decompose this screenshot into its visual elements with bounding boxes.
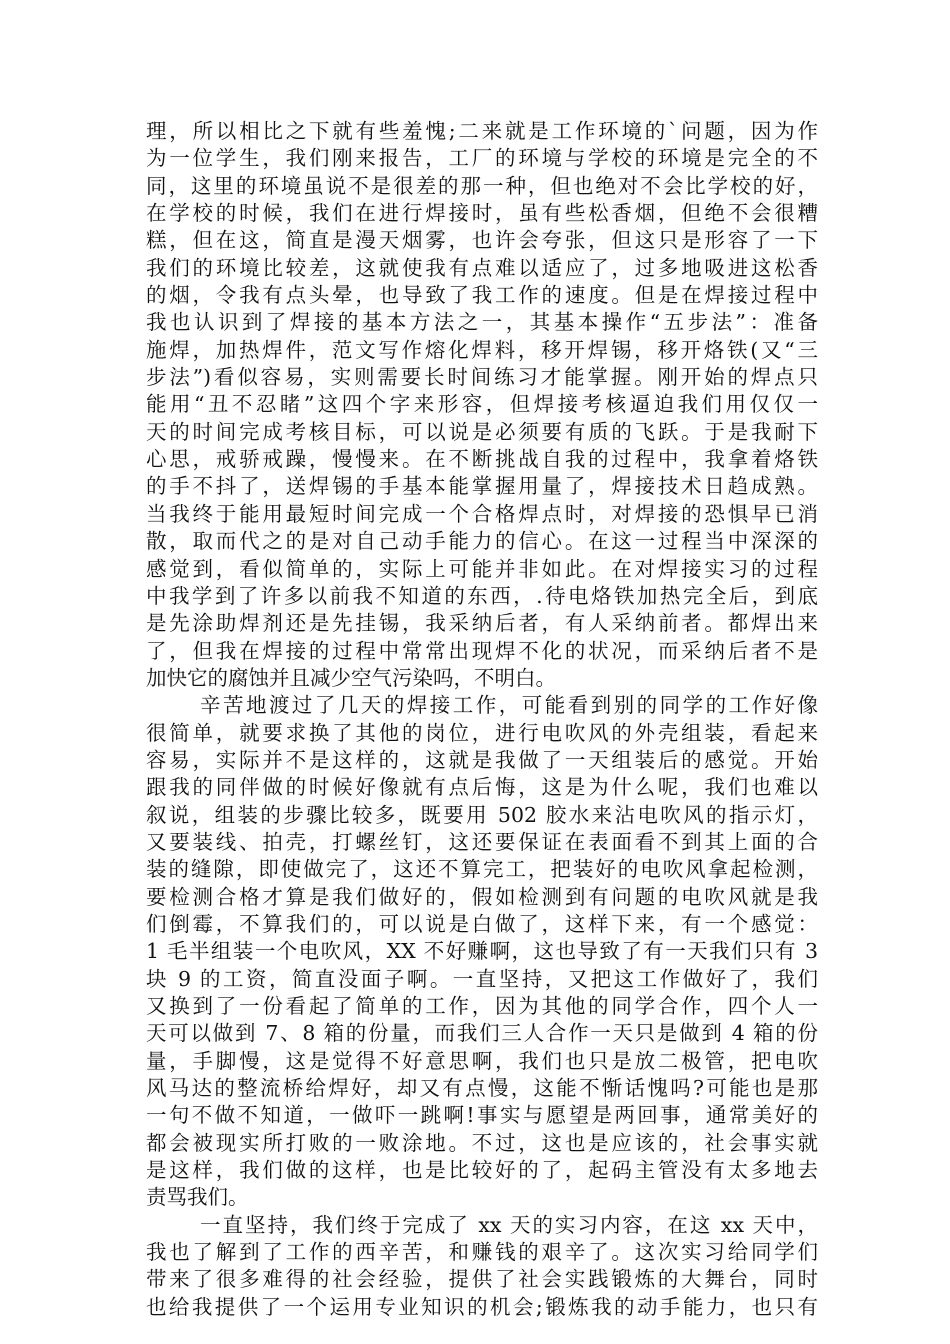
text-line: 的手不抖了，送焊锡的手基本能掌握用量了，焊接技术日趋成熟。: [146, 474, 818, 499]
text-line: 块 9 的工资，简直没面子啊。一直坚持，又把这工作做好了，我们: [146, 966, 818, 991]
text-line: 糕，但在这，简直是漫天烟雾，也许会夸张，但这只是形容了一下: [146, 228, 818, 253]
paragraph-2: [146, 692, 818, 1212]
text-line: 量，手脚慢，这是觉得不好意思啊，我们也只是放二极管，把电吹: [146, 1048, 818, 1073]
text-line: 散，取而代之的是对自己动手能力的信心。在这一过程当中深深的: [146, 529, 818, 554]
text-line: 叙说，组装的步骤比较多，既要用 502 胶水来沾电吹风的指示灯，: [146, 802, 818, 827]
text-line: 我也了解到了工作的西辛苦，和赚钱的艰辛了。这次实习给同学们: [146, 1240, 818, 1265]
text-line: 辛苦地渡过了几天的焊接工作，可能看到别的同学的工作好像: [200, 693, 818, 718]
text-line: 一句不做不知道，一做吓一跳啊!事实与愿望是两回事，通常美好的: [146, 1103, 818, 1128]
text-line: 为一位学生，我们刚来报告，工厂的环境与学校的环境是完全的不: [146, 146, 818, 171]
document-page: [146, 118, 818, 1321]
text-line: 责骂我们。: [146, 1185, 249, 1210]
text-line: 是先涂助焊剂还是先挂锡，我采纳后者，有人采纳前者。都焊出来: [146, 611, 818, 636]
text-line: 是这样，我们做的这样，也是比较好的了，起码主管没有太多地去: [146, 1158, 818, 1183]
paragraph-1: [146, 118, 818, 692]
text-line: 我也认识到了焊接的基本方法之一，其基本操作“五步法”：准备: [146, 310, 818, 335]
paragraph-3: [146, 1212, 818, 1321]
text-line: 们倒霉，不算我们的，可以说是白做了，这样下来，有一个感觉：: [146, 911, 818, 936]
text-line: 理，所以相比之下就有些羞愧;二来就是工作环境的`问题，因为作: [146, 119, 818, 143]
text-line: 步法”)看似容易，实则需要长时间练习才能掌握。刚开始的焊点只: [146, 365, 818, 390]
text-line: 感觉到，看似简单的，实际上可能并非如此。在对焊接实习的过程: [146, 556, 818, 581]
text-line: 装的缝隙，即使做完了，这还不算完工，把装好的电吹风拿起检测，: [146, 857, 818, 882]
text-line: 的烟，令我有点头晕，也导致了我工作的速度。但是在焊接过程中: [146, 283, 818, 308]
text-line: 同，这里的环境虽说不是很差的那一种，但也绝对不会比学校的好，: [146, 173, 818, 198]
text-line: 又换到了一份看起了简单的工作，因为其他的同学合作，四个人一: [146, 994, 818, 1018]
text-line: 天的时间完成考核目标，可以说是必须要有质的飞跃。于是我耐下: [146, 419, 818, 444]
text-line: 施焊，加热焊件，范文写作熔化焊料，移开焊锡，移开烙铁(又“三: [146, 337, 818, 362]
text-line: 1 毛半组装一个电吹风，XX 不好赚啊，这也导致了有一天我们只有 3: [146, 939, 818, 964]
text-line: 容易，实际并不是这样的，这就是我做了一天组装后的感觉。开始: [146, 747, 818, 772]
text-line: 跟我的同伴做的时候好像就有点后悔，这是为什么呢，我们也难以: [146, 775, 818, 800]
text-line: 能用“丑不忍睹”这四个字来形容，但焊接考核逼迫我们用仅仅一: [146, 392, 818, 417]
text-line: 很简单，就要求换了其他的岗位，进行电吹风的外壳组装，看起来: [146, 720, 818, 745]
text-line: 了，但我在焊接的过程中常常出现焊不化的状况，而采纳后者不是: [146, 638, 818, 663]
text-line: 风马达的整流桥给焊好，却又有点慢，这能不惭话愧吗?可能也是那: [146, 1076, 818, 1101]
text-line: 又要装线、拍壳，打螺丝钉，这还要保证在表面看不到其上面的合: [146, 829, 818, 854]
text-line: 也给我提供了一个运用专业知识的机会;锻炼我的动手能力，也只有: [146, 1294, 818, 1319]
text-line: 在学校的时候，我们在进行焊接时，虽有些松香烟，但绝不会很糟: [146, 201, 818, 226]
text-line: 当我终于能用最短时间完成一个合格焊点时，对焊接的恐惧早已消: [146, 501, 818, 526]
text-line: 天可以做到 7、8 箱的份量，而我们三人合作一天只是做到 4 箱的份: [146, 1021, 818, 1046]
text-line: 加快它的腐蚀并且减少空气污染吗，不明白。: [146, 665, 556, 690]
text-line: 我们的环境比较差，这就使我有点难以适应了，过多地吸进这松香: [146, 255, 818, 280]
text-line: 都会被现实所打败的一败涂地。不过，这也是应该的，社会事实就: [146, 1130, 818, 1155]
text-line: 带来了很多难得的社会经验，提供了社会实践锻炼的大舞台，同时: [146, 1267, 818, 1292]
text-line: 中我学到了许多以前我不知道的东西，.待电烙铁加热完全后，到底: [146, 583, 818, 608]
text-line: 一直坚持，我们终于完成了 xx 天的实习内容，在这 xx 天中，: [200, 1212, 818, 1237]
text-line: 心思，戒骄戒躁，慢慢来。在不断挑战自我的过程中，我拿着烙铁: [146, 447, 818, 472]
text-line: 要检测合格才算是我们做好的，假如检测到有问题的电吹风就是我: [146, 884, 818, 909]
